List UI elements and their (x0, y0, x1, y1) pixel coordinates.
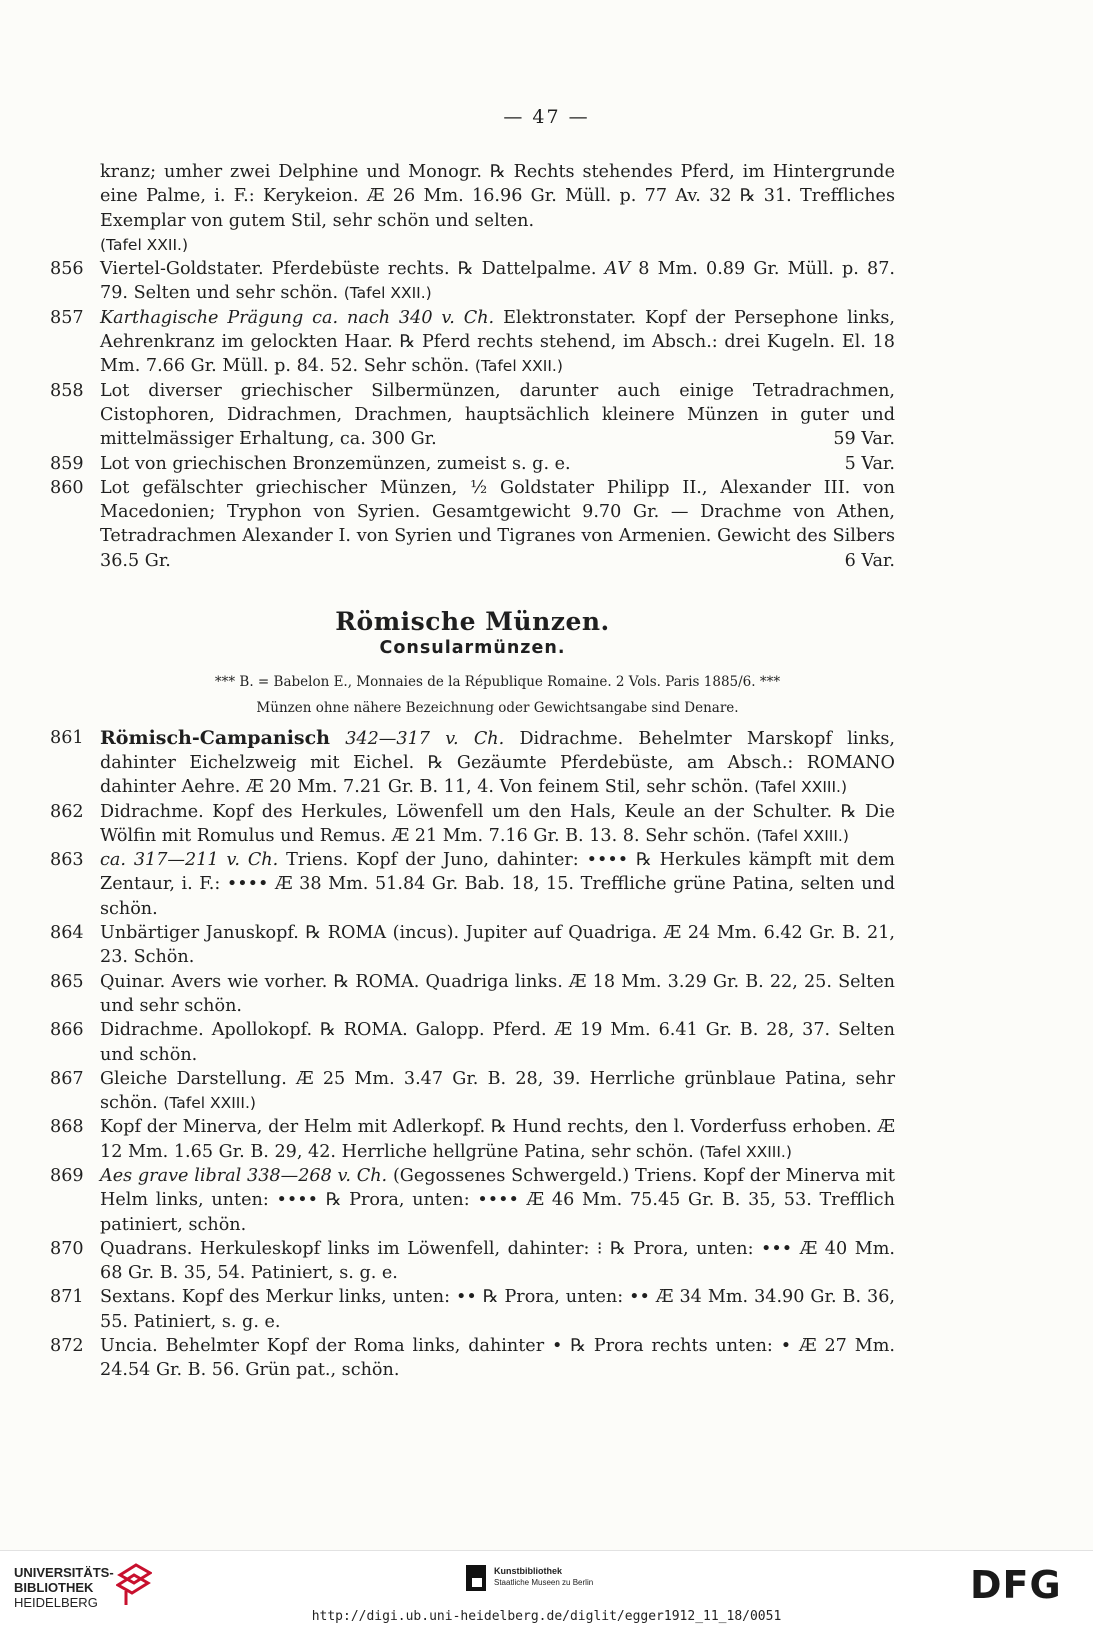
lot-text: Lot diverser griechischer Silbermünzen, darunter auch einige Tetradrachmen, Cistophoren, Didrachmen, Drachmen, hauptsächlich kleinere Münzen in guter und mittelmässiger Erhaltung, ca. 300 Gr. (100, 380, 895, 450)
lot-entry-859 (50, 452, 895, 476)
lot-text: Quadrans. Herkuleskopf links im Löwenfell, dahinter: ⁝ ℞ Prora, unten: ••• Æ 40 Mm. 68 Gr. B. 35, 54. Patiniert, s. g. e. (100, 1238, 895, 1284)
lot-text: Didrachme. Behelmter Marskopf links, dahinter Eichelzweig mit Eichel. ℞ Gezäumte Pferdebüste, am Absch.: ROMANO dahinter Aehre. Æ 20 Mm. 7.21 Gr. B. 11, 4. Von feinem Stil, sehr schön. (100, 728, 895, 798)
lot-number: 871 (50, 1287, 84, 1308)
lot-entry-862 (50, 800, 895, 849)
lot-entry-871 (50, 1285, 895, 1334)
lot-text: Uncia. Behelmter Kopf der Roma links, dahinter • ℞ Prora rechts unten: • Æ 27 Mm. 24.54 Gr. B. 56. Grün pat., schön. (100, 1336, 895, 1381)
tafel-ref: (Tafel XXIII.) (163, 1094, 256, 1113)
lot-entry-866 (50, 1018, 895, 1067)
lot-entry-870 (50, 1237, 895, 1286)
lot-text: Viertel-Goldstater. Pferdebüste rechts. ℞ Dattelpalme. 𝐴𝑉 8 Mm. 0.89 Gr. Müll. p. 87. 79. Selten und sehr schön. (100, 259, 895, 304)
lot-period: Aes grave libral 338—268 v. Ch. (100, 1165, 388, 1186)
section-subtitle: Consularmünzen. (379, 638, 566, 659)
dfg-logo[interactable]: DFG (970, 1563, 1062, 1607)
lot-text: Kopf der Minerva, der Helm mit Adlerkopf. ℞ Hund rechts, den l. Vorderfuss erhoben. Æ 12 Mm. 1.65 Gr. B. 29, 42. Herrliche hellgrüne Patina, sehr schön. (100, 1117, 895, 1162)
tafel-ref: (Tafel XXIII.) (699, 1142, 792, 1161)
lot-number: 868 (50, 1117, 84, 1138)
lot-number: 864 (50, 923, 84, 944)
lot-entry-868 (50, 1115, 895, 1164)
tafel-ref: (Tafel XXIII.) (756, 826, 849, 845)
lot-number: 863 (50, 850, 84, 871)
lot-entry-861 (50, 726, 895, 800)
lot-text: (Gegossenes Schwergeld.) Triens. Kopf der Minerva mit Helm links, unten: •••• ℞ Prora, unten: •••• Æ 46 Mm. 75.45 Gr. B. 35, 53. Trefflich patiniert, schön. (100, 1165, 896, 1235)
lot-number: 865 (50, 971, 84, 992)
lot-number: 870 (50, 1238, 84, 1259)
lot-count: 59 Var. (833, 429, 895, 450)
tafel-ref: (Tafel XXII.) (343, 284, 432, 303)
page-url[interactable]: http://digi.ub.uni-heidelberg.de/diglit/egger1912_11_18/0051 (311, 1609, 782, 1624)
denar-note: Münzen ohne nähere Bezeichnung oder Gewichtsangabe sind Denare. (256, 699, 739, 716)
lot-entry-867 (50, 1067, 895, 1116)
viewer-footer: UNIVERSITÄTS- BIBLIOTHEK HEIDELBERG Kunstbibliothek Staatliche Museen zu Berlin DFG http://digi.ub.uni-heidelberg.de/diglit/egger1912_11_18/0051 (0, 1550, 1093, 1631)
lot-text: Lot von griechischen Bronzemünzen, zumeist s. g. e. (100, 453, 571, 474)
lot-number: 872 (50, 1336, 84, 1357)
lot-count: 5 Var. (844, 453, 895, 474)
tafel-ref: (Tafel XXII.) (474, 357, 563, 376)
lot-heading: Römisch-Campanisch (100, 726, 330, 749)
lot-text: Triens. Kopf der Juno, dahinter: •••• ℞ Herkules kämpft mit dem Zentaur, i. F.: •••• Æ 38 Mm. 51.84 Gr. Bab. 18, 15. Treffliche grüne Patina, selten und schön. (100, 850, 895, 919)
lot-number: 869 (50, 1165, 84, 1186)
lot-entry-865 (50, 970, 895, 1019)
ub-heidelberg-logo-icon[interactable] (116, 1561, 152, 1605)
lot-entry-864 (50, 921, 895, 970)
lot-text: Unbärtiger Januskopf. ℞ ROMA (incus). Jupiter auf Quadriga. Æ 24 Mm. 6.42 Gr. B. 21, 23. Schön. (100, 923, 895, 968)
lot-text: Gleiche Darstellung. Æ 25 Mm. 3.47 Gr. B. 28, 39. Herrliche grünblaue Patina, sehr schön. (100, 1068, 895, 1114)
ub-heidelberg-label[interactable]: UNIVERSITÄTS- BIBLIOTHEK HEIDELBERG (14, 1565, 114, 1610)
kunstbibliothek-logo-icon (466, 1565, 486, 1591)
lot-text: Elektronstater. Kopf der Persephone links, Aehrenkranz im gelockten Haar. ℞ Pferd rechts stehend, im Absch.: drei Kugeln. El. 18 Mm. 7.66 Gr. Müll. p. 84. 52. Sehr schön. (100, 307, 895, 377)
lot-number: 867 (50, 1068, 84, 1089)
lot-entry-858 (50, 379, 895, 452)
lot-text: Didrachme. Kopf des Herkules, Löwenfell um den Hals, Keule an der Schulter. ℞ Die Wölfin mit Romulus und Remus. Æ 21 Mm. 7.16 Gr. B. 13. 8. Sehr schön. (100, 801, 895, 846)
lot-text: Didrachme. Apollokopf. ℞ ROMA. Galopp. Pferd. Æ 19 Mm. 6.41 Gr. B. 28, 37. Selten und schön. (100, 1020, 895, 1065)
lot-period: ca. 317—211 v. Ch. (100, 850, 279, 871)
lot-number: 856 (50, 259, 84, 280)
tafel-ref: (Tafel XXIII.) (754, 778, 848, 797)
lot-entry-863 (50, 848, 895, 921)
lot-entry-856 (50, 257, 895, 306)
page-number: — 47 — (503, 106, 590, 128)
lot-text: Quinar. Avers wie vorher. ℞ ROMA. Quadriga links. Æ 18 Mm. 3.29 Gr. B. 22, 25. Selten und sehr schön. (100, 971, 895, 1016)
lot-period: Karthagische Prägung ca. nach 340 v. Ch. (100, 307, 495, 328)
catalogue-text (50, 160, 895, 1383)
section-title: Römische Münzen. (335, 607, 610, 637)
continued-text: kranz; umher zwei Delphine und Monogr. ℞ Rechts stehendes Pferd, im Hintergrunde eine Palme, i. F.: Kerykeion. Æ 26 Mm. 16.96 Gr. Müll. p. 77 Av. 32 ℞ 31. Treffliches Exemplar von gutem Stil, sehr schön und selten. (100, 162, 895, 231)
lot-number: 862 (50, 801, 84, 822)
lot-text: Lot gefälschter griechischer Münzen, ½ Goldstater Philipp II., Alexander III. von Macedonien; Tryphon von Syrien. Gesamtgewicht 9.70 Gr. — Drachme von Athen, Tetradrachmen Alexander I. von Syrien und Tigranes von Armenien. Gewicht des Silbers 36.5 Gr. (100, 477, 895, 571)
tafel-ref: (Tafel XXII.) (100, 235, 189, 254)
lot-text: Sextans. Kopf des Merkur links, unten: •• ℞ Prora, unten: •• Æ 34 Mm. 34.90 Gr. B. 36, 55. Patiniert, s. g. e. (100, 1287, 895, 1332)
lot-entry-860 (50, 476, 895, 573)
lot-number: 858 (50, 380, 84, 401)
lot-entry-872 (50, 1334, 895, 1383)
lot-number: 859 (50, 453, 84, 474)
lot-number: 861 (50, 727, 84, 748)
lot-number: 857 (50, 307, 84, 328)
lot-number: 866 (50, 1020, 84, 1041)
lot-entry-857 (50, 306, 895, 379)
continued-entry (50, 160, 895, 257)
lot-period: 342—317 v. Ch. (345, 728, 505, 749)
lot-entry-869 (50, 1164, 895, 1237)
lot-count: 6 Var. (844, 550, 895, 571)
reference-note: *** B. = Babelon E., Monnaies de la République Romaine. 2 Vols. Paris 1885/6. *** (214, 673, 781, 690)
lot-number: 860 (50, 477, 84, 498)
